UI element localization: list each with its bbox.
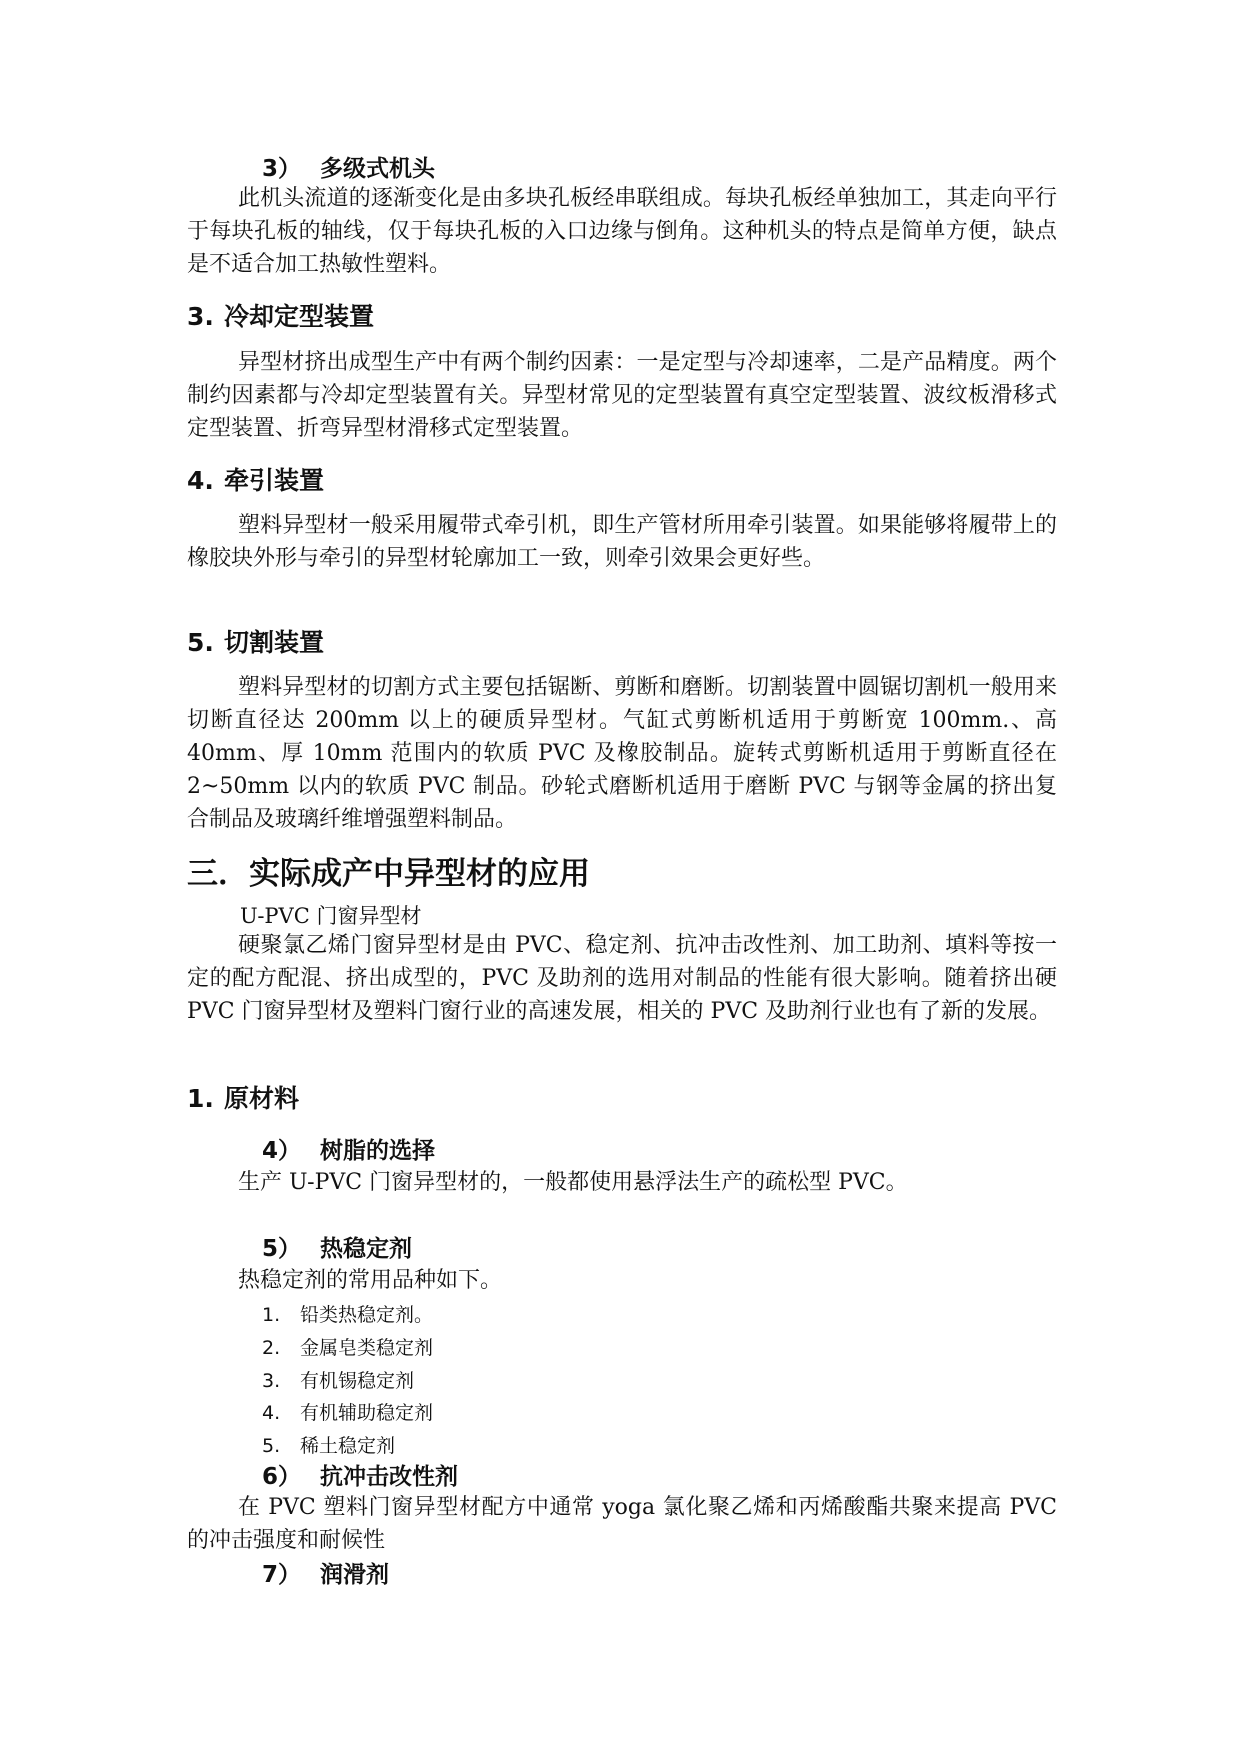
- section-number: 5.: [187, 628, 214, 657]
- paragraph-cooling: 异型材挤出成型生产中有两个制约因素：一是定型与冷却速率，二是产品精度。两个制约因素都与冷却定型装置有关。异型材常见的定型装置有真空定型装置、波纹板滑移式定型装置、折弯异型材滑移式定型装置。: [187, 350, 1057, 441]
- section-number: 1.: [187, 1084, 214, 1113]
- subsection-heading-7: [262, 1556, 389, 1589]
- list-item-text: 有机辅助稳定剂: [300, 1402, 434, 1424]
- section-title: 牵引装置: [224, 466, 325, 495]
- list-item: [262, 1366, 414, 1393]
- paragraph-upvc: 硬聚氯乙烯门窗异型材是由 PVC、稳定剂、抗冲击改性剂、加工助剂、填料等按一定的配方配混、挤出成型的，PVC 及助剂的选用对制品的性能有很大影响。随着挤出硬 PVC 门窗异型材及塑料门窗行业的高速发展，相关的 PVC 及助剂行业也有了新的发展。: [187, 933, 1057, 1024]
- subsection-title: 热稳定剂: [320, 1236, 412, 1262]
- section-heading-raw-materials: [187, 1079, 299, 1115]
- subsection-title: 树脂的选择: [320, 1138, 435, 1164]
- list-item-number: 5.: [262, 1435, 281, 1457]
- section-heading-cooling: [187, 297, 374, 333]
- paragraph-resin: 生产 U-PVC 门窗异型材的，一般都使用悬浮法生产的疏松型 PVC。: [238, 1170, 908, 1195]
- section-title: 冷却定型装置: [224, 302, 375, 331]
- section-number: 4.: [187, 466, 214, 495]
- list-item-number: 3.: [262, 1370, 281, 1392]
- list-item: [262, 1300, 433, 1327]
- topic-label-upvc: U-PVC 门窗异型材: [240, 904, 422, 928]
- paragraph-haul-off: 塑料异型材一般采用履带式牵引机，即生产管材所用牵引装置。如果能够将履带上的橡胶块外形与牵引的异型材轮廓加工一致，则牵引效果会更好些。: [187, 513, 1057, 571]
- list-item: [262, 1431, 395, 1458]
- chapter-heading: 三．实际成产中异型材的应用: [187, 856, 590, 892]
- paragraph-multistage-die: 此机头流道的逐渐变化是由多块孔板经串联组成。每块孔板经单独加工，其走向平行于每块孔板的轴线，仅于每块孔板的入口边缘与倒角。这种机头的特点是简单方便，缺点是不适合加工热敏性塑料。: [187, 186, 1057, 277]
- subsection-heading-5: [262, 1230, 412, 1263]
- list-item-number: 1.: [262, 1304, 281, 1326]
- list-item-text: 有机锡稳定剂: [300, 1370, 415, 1392]
- paragraph-cutting: 塑料异型材的切割方式主要包括锯断、剪断和磨断。切割装置中圆锯切割机一般用来切断直径达 200mm 以上的硬质异型材。气缸式剪断机适用于剪断宽 100mm.、高 40mm、厚 10mm 范围内的软质 PVC 及橡胶制品。旋转式剪断机适用于剪断直径在 2~50mm 以内的软质 PVC 制品。砂轮式磨断机适用于磨断 PVC 与钢等金属的挤出复合制品及玻璃纤维增强塑料制品。: [187, 675, 1057, 832]
- subsection-number: 6）: [262, 1464, 302, 1490]
- list-item-text: 稀土稳定剂: [300, 1435, 396, 1457]
- list-item-text: 铅类热稳定剂。: [300, 1304, 434, 1326]
- subsection-number: 5）: [262, 1236, 302, 1262]
- list-item-text: 金属皂类稳定剂: [300, 1337, 434, 1359]
- list-item-number: 4.: [262, 1402, 281, 1424]
- subsection-number: 4）: [262, 1138, 302, 1164]
- subsection-title: 抗冲击改性剂: [320, 1464, 458, 1490]
- paragraph-heat-stabilizer: 热稳定剂的常用品种如下。: [238, 1268, 503, 1293]
- subsection-heading-6: [262, 1458, 458, 1491]
- subsection-number: 7）: [262, 1562, 302, 1588]
- list-item: [262, 1398, 433, 1425]
- section-heading-haul-off: [187, 461, 324, 497]
- list-item: [262, 1333, 433, 1360]
- subsection-title: 多级式机头: [320, 156, 435, 182]
- subsection-title: 润滑剂: [320, 1562, 389, 1588]
- section-heading-cutting: [187, 623, 324, 659]
- section-title: 原材料: [224, 1084, 300, 1113]
- paragraph-impact-modifier: 在 PVC 塑料门窗异型材配方中通常 yoga 氯化聚乙烯和丙烯酸酯共聚来提高 PVC 的冲击强度和耐候性: [187, 1495, 1057, 1553]
- section-number: 3.: [187, 302, 214, 331]
- subsection-heading-4: [262, 1132, 435, 1165]
- section-title: 切割装置: [224, 628, 325, 657]
- list-item-number: 2.: [262, 1337, 281, 1359]
- subsection-heading-3: [262, 150, 435, 183]
- subsection-number: 3）: [262, 156, 302, 182]
